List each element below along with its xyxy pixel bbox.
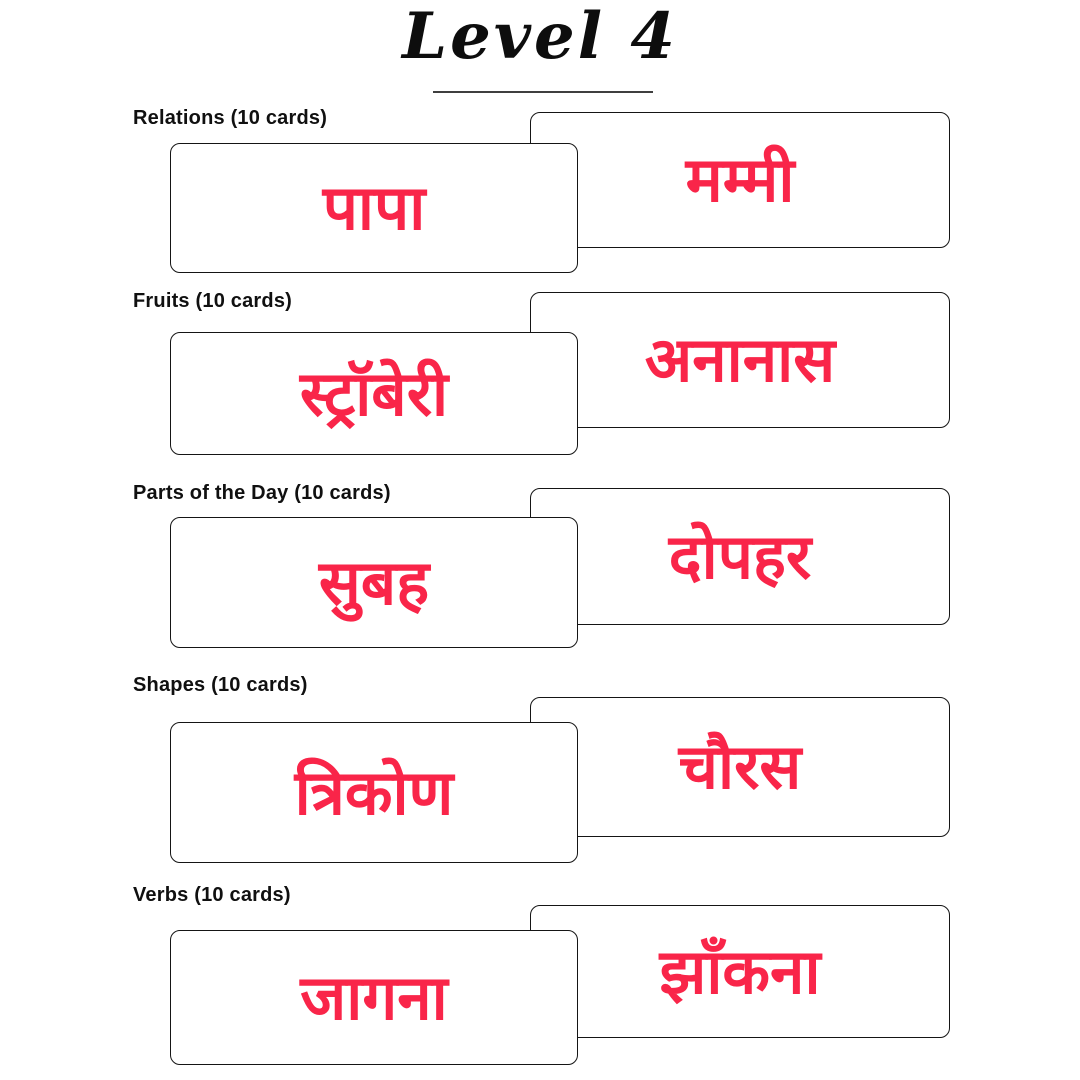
flashcard-word: झाँकना — [659, 934, 821, 1008]
page-title: Level 4 — [402, 0, 678, 74]
section-label-verbs: Verbs (10 cards) — [133, 884, 291, 906]
flashcard-right — [530, 697, 950, 837]
flashcard-right — [530, 112, 950, 248]
flashcard-word: स्ट्रॉबेरी — [299, 356, 449, 430]
flashcard-word: मम्मी — [685, 143, 795, 217]
flashcard-left — [170, 722, 578, 863]
flashcard-right — [530, 488, 950, 625]
title-underline — [433, 91, 653, 93]
flashcard-word: त्रिकोण — [294, 755, 454, 829]
flashcard-left — [170, 517, 578, 648]
flashcard-left — [170, 143, 578, 273]
section-label-fruits: Fruits (10 cards) — [133, 290, 293, 312]
section-label-relations: Relations (10 cards) — [133, 107, 328, 129]
flashcard-word: जागना — [300, 960, 448, 1034]
section-label-shapes: Shapes (10 cards) — [133, 674, 308, 696]
flashcard-right — [530, 905, 950, 1038]
flashcard-word: अनानास — [644, 323, 836, 397]
flashcard-word: चौरस — [678, 730, 802, 804]
flashcard-word: सुबह — [318, 545, 430, 619]
flashcard-word: दोपहर — [668, 519, 812, 593]
flashcard-word: पापा — [322, 171, 426, 245]
flashcard-right — [530, 292, 950, 428]
flashcard-left — [170, 332, 578, 455]
flashcard-left — [170, 930, 578, 1065]
section-label-parts-of-the-day: Parts of the Day (10 cards) — [133, 482, 391, 504]
